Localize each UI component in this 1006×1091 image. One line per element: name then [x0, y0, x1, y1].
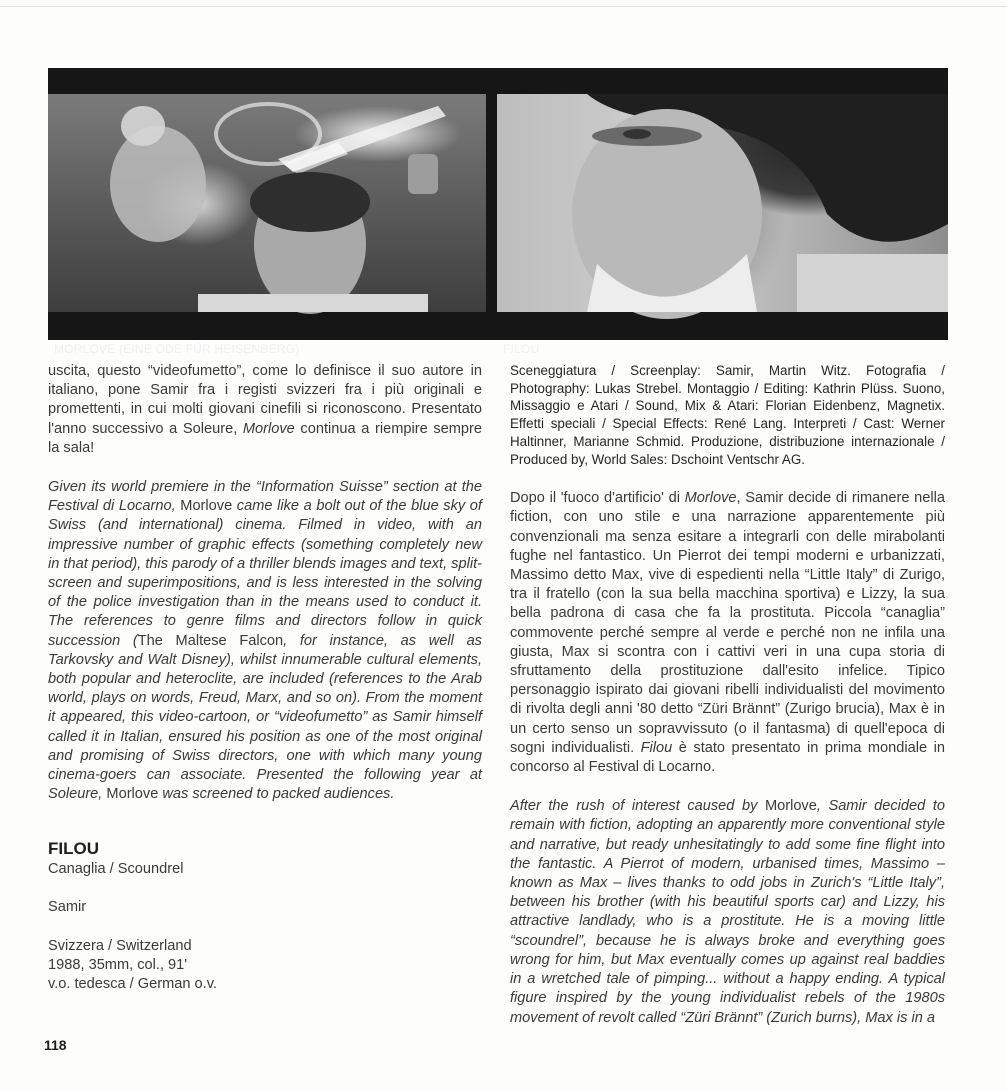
film-title-ref: Morlove — [764, 798, 817, 815]
film-credits: Sceneggiatura / Screenplay: Samir, Martin Witz. Fotografia / Photography: Lukas Strebel. Montaggio / Editing: Kathrin Plüss. Suono, Missaggio e Atari / Sound, Mix & Atari: Florian Eidenbenz, Magnetix. Effetti speciali / Special Effects: René Lang. Interpreti / Cast: Werner Haltinner, Marianne Schmid. Produzione, distribuzione internazionale / Produced by, World Sales: Dschoint Ventschr AG. — [510, 363, 945, 467]
italian-synopsis: Dopo il 'fuoco d'artificio' di Morlove, Samir decide di rimanere nella fiction, con uno stile e una narrazione apparentemente più convenzionali ma senza esitare a integrarli con delle mirabolanti fughe nel fantastico. Un Pierrot dei tempi moderni e urbanizzati, Massimo detto Max, vive di espedienti nella “Little Italy” di Zurigo, tra il fratello (con la sua bella macchina sportiva) e Lizzy, la sua bella padrona di casa che fa la prostituta. Piccola “canaglia” commovente perché sempre al verde e perché non ne infila una giusta, Max si scontra con i cattivi veri in una cupa storia di sfruttamento della prostituzione dall'esito infelice. Tipico personaggio ispirato dai giovani ribelli individualisti del movimento di rivolta degli anni '80 detto “Züri Brännt” (Zurigo brucia), Max è in un certo senso un sopravvissuto (o il fantasma) di quell'epoca di sogni individualisti. Filou è stato presentato in prima mondiale in concorso al Festival di Locarno. — [510, 490, 945, 776]
film-title-ref: Morlove — [684, 490, 737, 507]
right-column — [510, 362, 945, 1028]
filou-still — [497, 94, 948, 356]
film-title-ref: Filou — [640, 739, 673, 756]
film-title-ref: Morlove — [242, 420, 295, 437]
left-photo-caption: MORLOVE (EINE ODE FÜR HEISENBERG) — [54, 342, 300, 356]
film-heading: FILOU — [48, 839, 99, 858]
film-title-ref: Morlove — [180, 498, 233, 515]
morlove-still-shapes — [48, 94, 486, 312]
film-version: v.o. tedesca / German o.v. — [48, 976, 217, 992]
english-synopsis: After the rush of interest caused by Morlove, Samir decided to remain with fiction, adopting an apparently more conventional style and narrative, but ready unhesitatingly to add some fine flight into the fantastic. A Pierrot of modern, urbanised times, Massimo – known as Max – lives thanks to odd jobs in Zurich's “Little Italy”, between his brother (with his beautiful sports car) and Lizzy, his attractive landlady, who is a prostitute. He is a moving little “scoundrel”, because he is always broke and everything goes wrong for him, but Max eventually comes up against real baddies in a wretched tale of pimping... without a happy ending. A typical figure inspired by the young individualist rebels of the 1980s movement of revolt called “Züri Brännt” (Zurich burns), Max is in a — [510, 798, 945, 1026]
film-stills-band — [48, 68, 948, 356]
right-photo-caption: FILOU — [503, 342, 540, 356]
left-column — [48, 362, 482, 804]
film-title-ref: The Maltese Falcon — [137, 632, 284, 649]
film-director: Samir — [48, 899, 87, 915]
film-title-ref: Morlove — [106, 786, 159, 803]
top-rule — [0, 6, 1006, 7]
morlove-still — [48, 94, 486, 356]
film-specs: 1988, 35mm, col., 91' — [48, 957, 188, 973]
page-number: 118 — [44, 1037, 67, 1053]
italian-paragraph-end: uscita, questo “videofumetto”, come lo definisce il suo autore in italiano, pone Samir fra i registi svizzeri fra i più originali e promettenti, in cui molti giovani cinefili si riconoscono. Presentato l'anno successivo a Soleure, Morlove continua a riempire sempre la sala! — [48, 363, 482, 456]
filou-still-shapes — [497, 94, 948, 312]
english-paragraph: Given its world premiere in the “Information Suisse” section at the Festival di Locarno, Morlove came like a bolt out of the blue sky of Swiss (and international) cinema. Filmed in video, with an impressive number of graphic effects (something completely new in that period), this parody of a thriller blends images and text, split-screen and superimpositions, and is less interested in the solving of the police investigation than in the means used to conduct it. The references to genre films and directors follow in quick succession (The Maltese Falcon, for instance, as well as Tarkovsky and Walt Disney), whilst innumerable cultural elements, both popular and heteroclite, are included (references to the Arab world, plays on words, Freud, Marx, and so on). From the moment it appeared, this video-cartoon, or “videofumetto” as Samir himself called it in Italian, ensured his position as one of the most original and promising of Swiss directors, one with which many young cinema-goers can associate. Presented the following year at Soleure, Morlove was screened to packed audiences. — [48, 479, 482, 803]
film-country: Svizzera / Switzerland — [48, 938, 192, 954]
film-subtitle: Canaglia / Scoundrel — [48, 861, 184, 877]
